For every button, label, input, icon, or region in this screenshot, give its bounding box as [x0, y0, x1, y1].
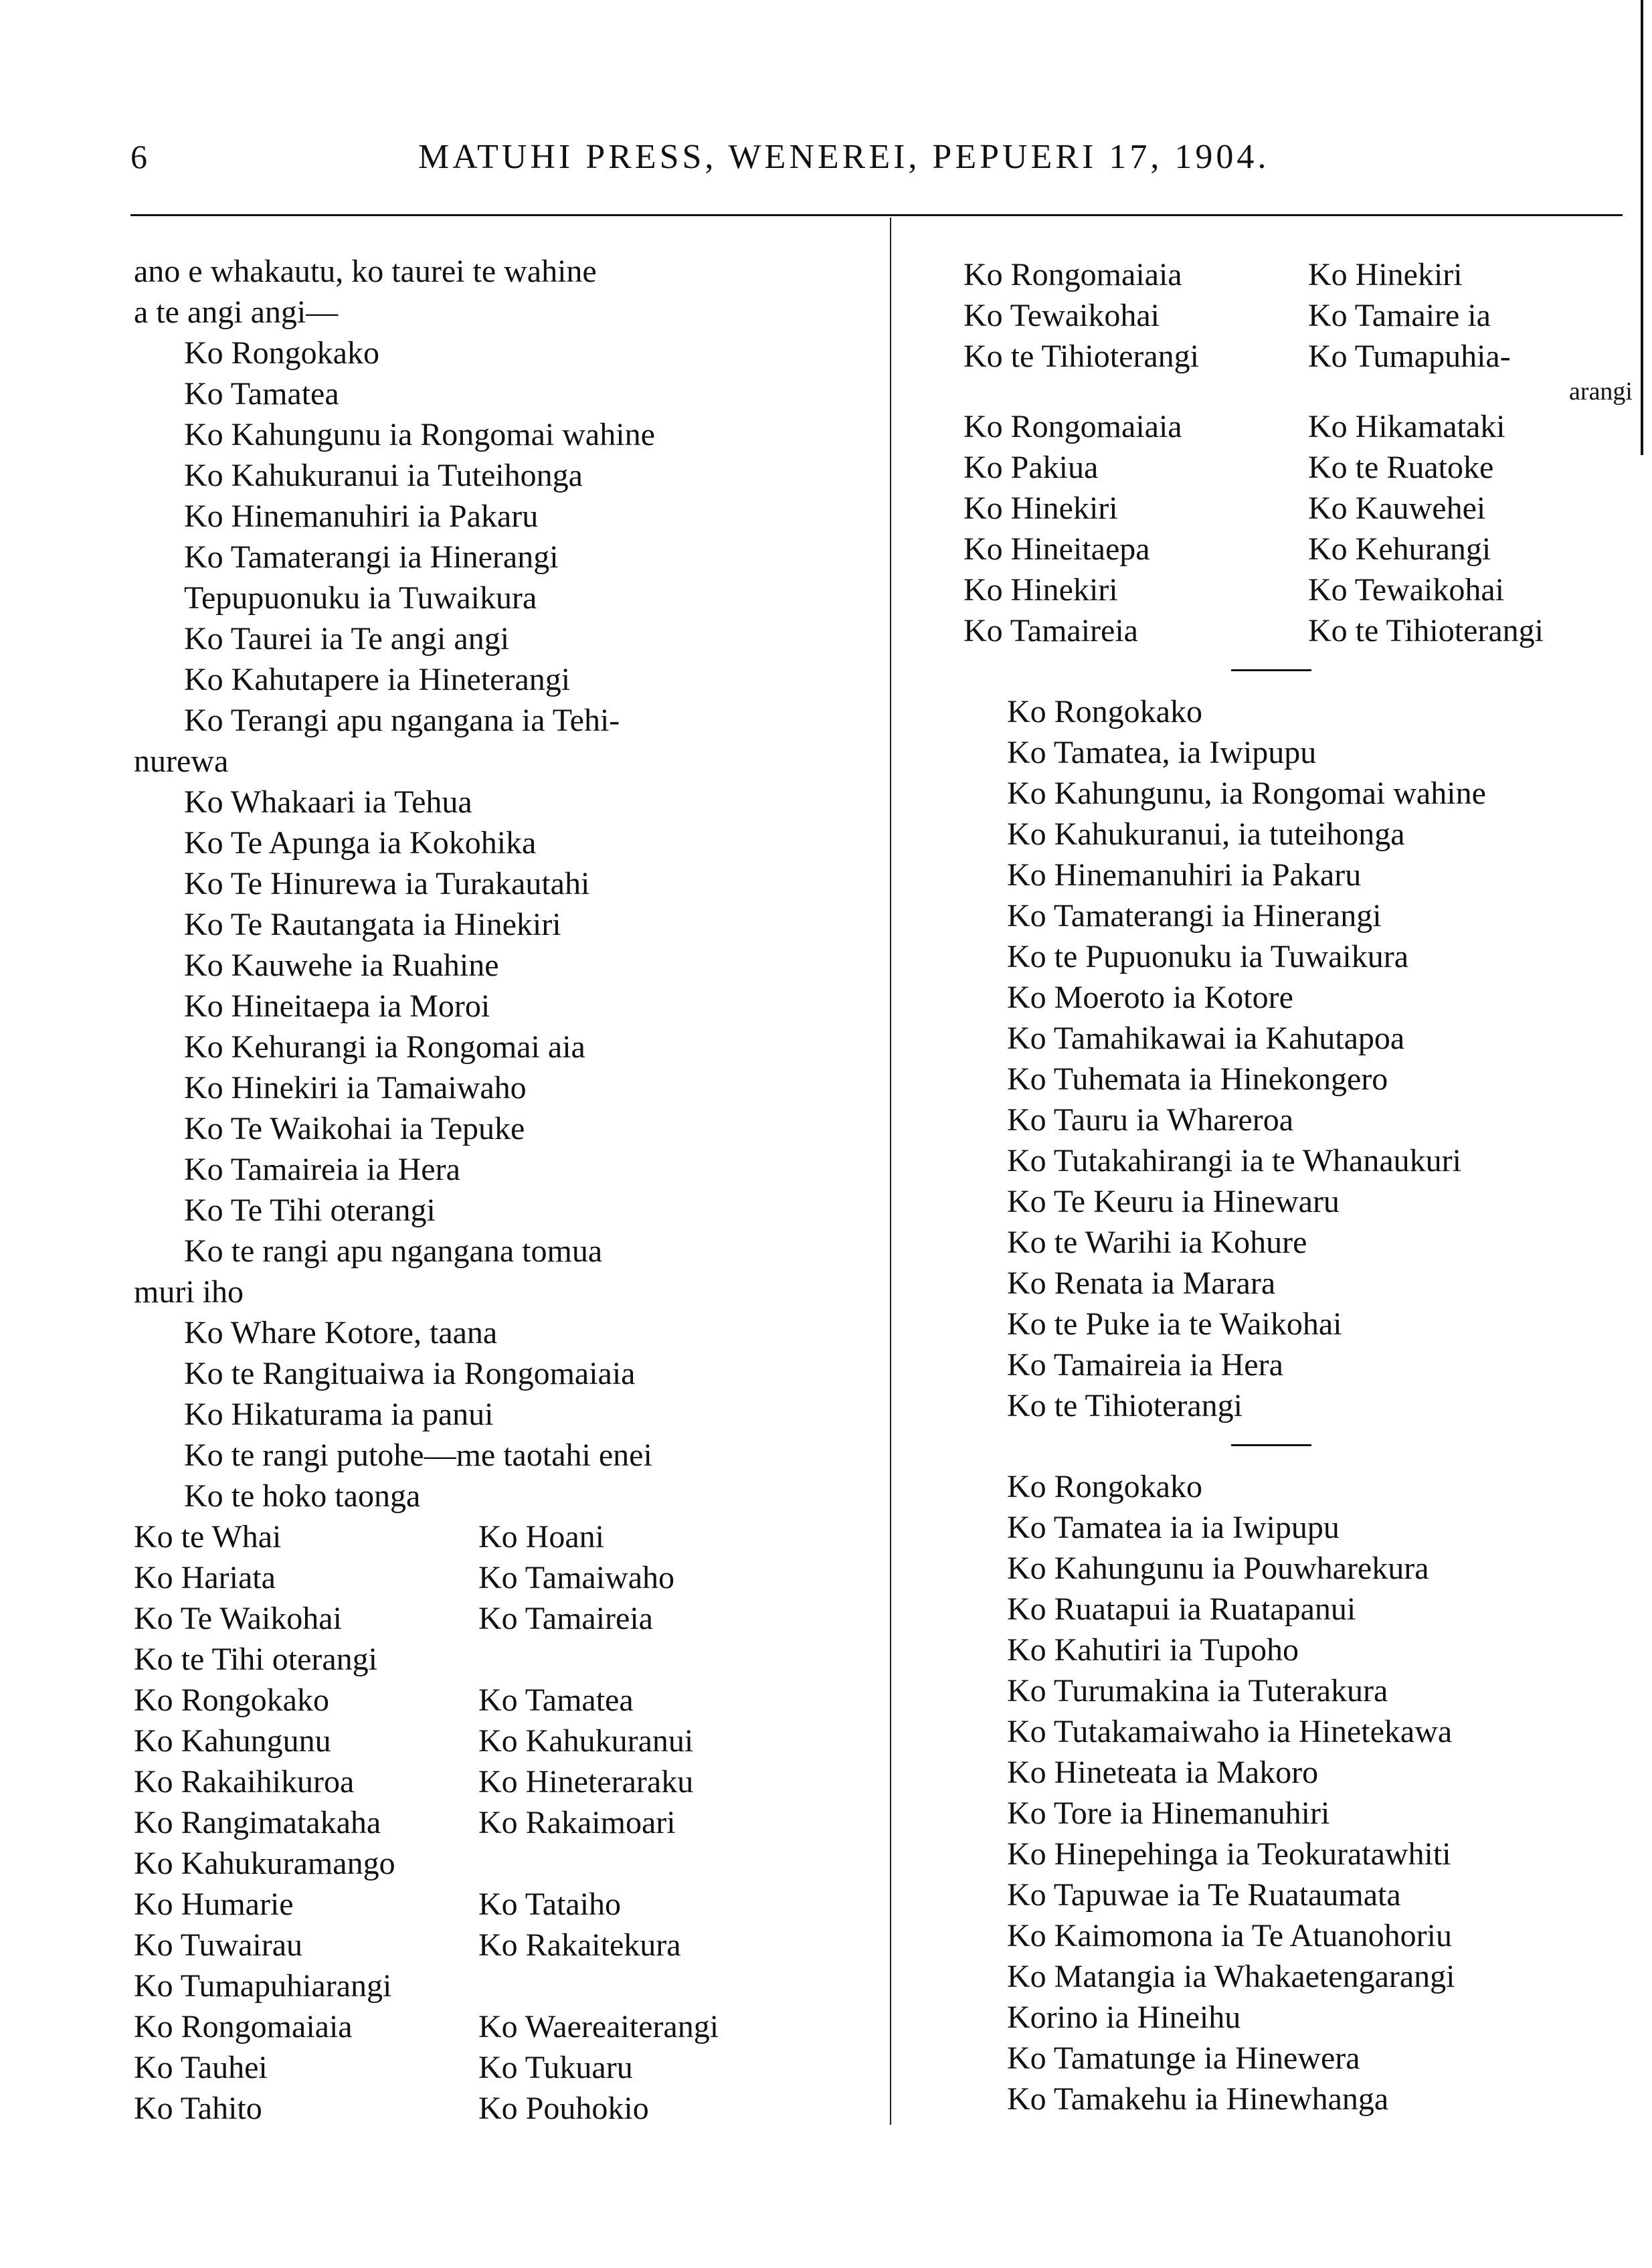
column-divider: [890, 217, 891, 2125]
genealogy-line: Ko Tutakamaiwaho ia Hinetekawa: [1007, 1714, 1453, 1749]
genealogy-line: Ko Whare Kotore, taana: [184, 1315, 498, 1350]
name-left: Ko Hariata: [134, 1560, 276, 1595]
genealogy-line: Tepupuonuku ia Tuwaikura: [184, 580, 537, 616]
genealogy-line: Ko Tamaterangi ia Hinerangi: [184, 539, 559, 575]
genealogy-line: Ko Kaimomona ia Te Atuanohoriu: [1007, 1918, 1452, 1953]
genealogy-line: Ko Hineteata ia Makoro: [1007, 1755, 1319, 1790]
name-left: Ko Te Waikohai: [134, 1601, 342, 1636]
name-pair-row: [134, 1598, 877, 1639]
page-header: [130, 137, 1633, 184]
genealogy-line: Ko Tapuwae ia Te Ruataumata: [1007, 1877, 1401, 1913]
name-left: Ko Tewaikohai: [963, 298, 1160, 333]
name-right: Ko Rakaimoari: [478, 1805, 676, 1840]
name-pair-row: [134, 1966, 877, 2006]
name-pair-row: [963, 610, 1633, 651]
name-right: Ko Hoani: [478, 1519, 604, 1555]
name-right: Ko Kauwehei: [1308, 491, 1486, 526]
genealogy-line: Ko te hoko taonga: [184, 1478, 421, 1514]
name-right: Ko te Tihioterangi: [1308, 613, 1544, 648]
name-right: Ko Tamatea: [478, 1682, 634, 1718]
name-right: Ko Kahukuranui: [478, 1723, 694, 1759]
genealogy-line: Ko Hikaturama ia panui: [184, 1397, 494, 1432]
name-pair-row: [963, 295, 1633, 336]
genealogy-line: Ko Hinemanuhiri ia Pakaru: [1007, 857, 1362, 893]
name-left: Ko Kahungunu: [134, 1723, 331, 1759]
name-left: Ko Rongomaiaia: [963, 409, 1182, 444]
right-column: [963, 254, 1633, 2119]
name-left: Ko te Whai: [134, 1519, 282, 1555]
name-left: Ko Tahito: [134, 2091, 262, 2126]
name-left: Ko te Tihi oterangi: [134, 1642, 378, 1677]
genealogy-line: Ko te Warihi ia Kohure: [1007, 1225, 1307, 1260]
name-left: Ko Tauhei: [134, 2050, 268, 2085]
name-left: Ko Rongomaiaia: [134, 2009, 353, 2044]
intro-line: a te angi angi—: [134, 294, 339, 330]
name-left: Ko Humarie: [134, 1887, 294, 1922]
genealogy-line: Ko te rangi putohe—me taotahi enei: [184, 1437, 652, 1473]
name-left: Ko Tuwairau: [134, 1927, 303, 1963]
genealogy-line: Ko te Pupuonuku ia Tuwaikura: [1007, 939, 1408, 974]
genealogy-line: Ko Tamatea ia ia Iwipupu: [1007, 1510, 1340, 1545]
name-pair-row: [963, 570, 1633, 610]
name-left: Ko te Tihioterangi: [963, 339, 1200, 374]
name-right: Ko Kehurangi: [1308, 531, 1491, 567]
genealogy-line: Ko Rongokako: [1007, 694, 1202, 729]
genealogy-line: Ko Rongokako: [184, 335, 379, 371]
genealogy-line: Ko Turumakina ia Tuterakura: [1007, 1673, 1388, 1709]
name-right: Ko Rakaitekura: [478, 1927, 681, 1963]
name-pair-row: [134, 1639, 877, 1680]
genealogy-line: Ko Tauru ia Whareroa: [1007, 1102, 1294, 1138]
genealogy-line: Ko Hinekiri ia Tamaiwaho: [184, 1070, 527, 1106]
name-right: Ko Tamaiwaho: [478, 1560, 675, 1595]
name-pair-row: [963, 254, 1633, 295]
genealogy-line: Ko Tamaireia ia Hera: [184, 1152, 460, 1187]
header-rule: [130, 214, 1623, 216]
genealogy-line: Ko Terangi apu ngangana ia Tehi-: [184, 703, 620, 738]
name-pair-row: [134, 1884, 877, 1925]
section-rule: [1231, 1444, 1311, 1446]
name-pair-row: [134, 1761, 877, 1802]
genealogy-line: Ko Te Keuru ia Hinewaru: [1007, 1184, 1340, 1219]
genealogy-line: Ko Kahutapere ia Hineterangi: [184, 662, 571, 697]
genealogy-line: Ko Hineitaepa ia Moroi: [184, 988, 490, 1024]
name-right: Ko Pouhokio: [478, 2091, 649, 2126]
intro-line: ano e whakautu, ko taurei te wahine: [134, 254, 597, 289]
genealogy-line: Ko Tamatea: [184, 376, 339, 412]
wrap-suffix: arangi: [1569, 377, 1633, 406]
genealogy-line: Ko Te Apunga ia Kokohika: [184, 825, 537, 861]
genealogy-line: Ko Kahungunu, ia Rongomai wahine: [1007, 776, 1486, 811]
genealogy-line: Ko Te Waikohai ia Tepuke: [184, 1111, 525, 1146]
name-right: Ko Hineteraraku: [478, 1764, 694, 1800]
name-pair-row: [134, 1680, 877, 1721]
page-edge-line: [1641, 0, 1643, 455]
genealogy-line: Ko Kehurangi ia Rongomai aia: [184, 1029, 585, 1065]
name-left: Ko Rakaihikuroa: [134, 1764, 355, 1800]
wrap-line: nurewa: [134, 744, 229, 779]
name-left: Ko Tamaireia: [963, 613, 1138, 648]
genealogy-line: Ko Whakaari ia Tehua: [184, 784, 472, 820]
name-right: Ko Tewaikohai: [1308, 572, 1505, 608]
name-pair-row: [134, 2088, 877, 2129]
name-pair-row: [134, 2006, 877, 2047]
name-pair-row: [134, 1843, 877, 1884]
name-left: Ko Kahukuramango: [134, 1846, 395, 1881]
genealogy-line: Ko Kahungunu ia Pouwharekura: [1007, 1551, 1429, 1586]
name-pair-row: [963, 336, 1633, 377]
name-right: Ko Tamaire ia: [1308, 298, 1491, 333]
genealogy-line: Ko te Puke ia te Waikohai: [1007, 1306, 1342, 1342]
name-left: Ko Tumapuhiarangi: [134, 1968, 392, 2004]
genealogy-line: Ko Kahukuranui ia Tuteihonga: [184, 458, 583, 493]
name-left: Ko Rangimatakaha: [134, 1805, 381, 1840]
genealogy-line: Ko Moeroto ia Kotore: [1007, 980, 1293, 1015]
name-right: Ko Hinekiri: [1308, 257, 1463, 292]
genealogy-line: Ko Tutakahirangi ia te Whanaukuri: [1007, 1143, 1461, 1179]
genealogy-line: Ko Tamahikawai ia Kahutapoa: [1007, 1021, 1405, 1056]
name-left: Ko Rongomaiaia: [963, 257, 1182, 292]
genealogy-line: Ko Tamaterangi ia Hinerangi: [1007, 898, 1382, 934]
name-right: Ko Waereaiterangi: [478, 2009, 719, 2044]
name-right: Ko Tamaireia: [478, 1601, 653, 1636]
name-right: Ko Tukuaru: [478, 2050, 633, 2085]
name-left: Ko Hinekiri: [963, 572, 1118, 608]
genealogy-line: Ko Te Rautangata ia Hinekiri: [184, 907, 561, 942]
genealogy-line: Ko Kahungunu ia Rongomai wahine: [184, 417, 655, 452]
page-number: 6: [130, 138, 147, 175]
genealogy-line: Ko te Tihioterangi: [1007, 1388, 1243, 1423]
genealogy-line: Ko Kahukuranui, ia tuteihonga: [1007, 816, 1405, 852]
name-pair-row: [963, 447, 1633, 488]
genealogy-line: Ko Hinepehinga ia Teokuratawhiti: [1007, 1836, 1451, 1872]
name-pair-row: [134, 1516, 877, 1557]
name-left: Ko Rongokako: [134, 1682, 329, 1718]
genealogy-line: Ko Taurei ia Te angi angi: [184, 621, 510, 657]
name-pair-row: [134, 2047, 877, 2088]
name-right: Ko Hikamataki: [1308, 409, 1505, 444]
genealogy-line: Ko Kahutiri ia Tupoho: [1007, 1632, 1299, 1668]
genealogy-line: Ko te rangi apu ngangana tomua: [184, 1233, 603, 1269]
genealogy-line: Ko Ruatapui ia Ruatapanui: [1007, 1591, 1356, 1627]
genealogy-line: Ko Tore ia Hinemanuhiri: [1007, 1796, 1330, 1831]
genealogy-line: Ko Rongokako: [1007, 1469, 1202, 1504]
genealogy-line: Ko Hinemanuhiri ia Pakaru: [184, 499, 539, 534]
genealogy-line: Korino ia Hineihu: [1007, 2000, 1241, 2035]
name-left: Ko Pakiua: [963, 450, 1099, 485]
genealogy-line: Ko Kauwehe ia Ruahine: [184, 948, 499, 983]
name-right: Ko te Ruatoke: [1308, 450, 1494, 485]
genealogy-line: Ko Tamatea, ia Iwipupu: [1007, 735, 1317, 770]
genealogy-line: Ko Tamaireia ia Hera: [1007, 1347, 1283, 1383]
genealogy-line: Ko Tuhemata ia Hinekongero: [1007, 1061, 1388, 1097]
genealogy-line: Ko Te Hinurewa ia Turakautahi: [184, 866, 590, 901]
wrap-line: muri iho: [134, 1274, 244, 1310]
name-pair-row: [963, 529, 1633, 570]
masthead-title: MATUHI PRESS, WENEREI, PEPUERI 17, 1904.: [418, 138, 1270, 176]
name-pair-row: [963, 488, 1633, 529]
name-pair-row: [134, 1925, 877, 1966]
genealogy-line: Ko Tamatunge ia Hinewera: [1007, 2040, 1360, 2076]
genealogy-line: Ko Renata ia Marara: [1007, 1266, 1276, 1301]
name-pair-row: [134, 1557, 877, 1598]
name-left: Ko Hinekiri: [963, 491, 1118, 526]
genealogy-line: Ko te Rangituaiwa ia Rongomaiaia: [184, 1356, 636, 1391]
genealogy-line: Ko Tamakehu ia Hinewhanga: [1007, 2081, 1389, 2117]
left-column: [134, 251, 877, 2129]
name-right: Ko Tataiho: [478, 1887, 622, 1922]
name-pair-row: [134, 1802, 877, 1843]
name-right: Ko Tumapuhia-: [1308, 339, 1511, 374]
genealogy-line: Ko Te Tihi oterangi: [184, 1193, 436, 1228]
name-left: Ko Hineitaepa: [963, 531, 1150, 567]
name-pair-row: [963, 406, 1633, 447]
name-pair-row: [134, 1721, 877, 1761]
genealogy-line: Ko Matangia ia Whakaetengarangi: [1007, 1959, 1455, 1994]
section-rule: [1231, 669, 1311, 671]
